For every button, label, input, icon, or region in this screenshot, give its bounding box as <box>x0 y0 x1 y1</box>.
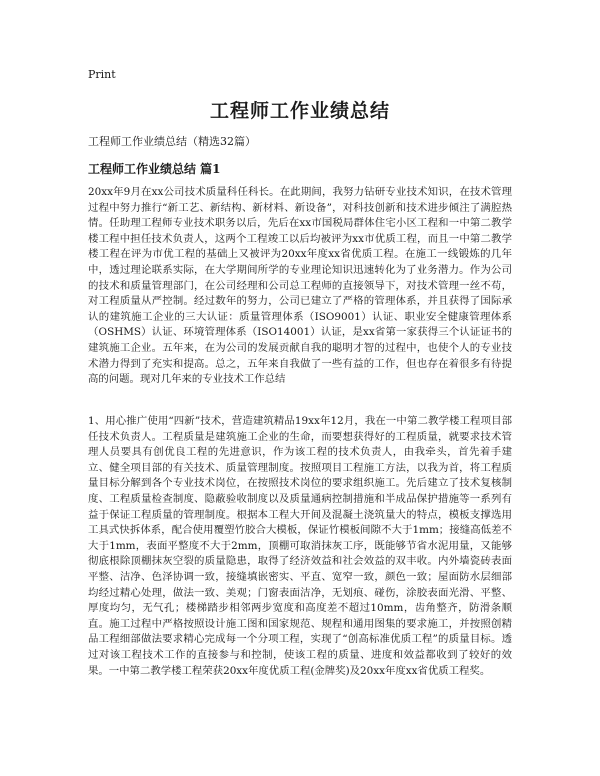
document-title: 工程师工作业绩总结 <box>209 100 390 122</box>
body-paragraph-1: 20xx年9月在xx公司技术质量科任科长。在此期间，我努力钻研专业技术知识，在技术管理过程中努力推行“新工艺、新结构、新材料、新设备”，对科技创新和技术进步倾注了满腔热情。任助理工程师专业技术职务以后，先后在xx市国税局群体住宅小区工程和一中第二教学楼工程中担任技术负责人，这两个工程竣工以后均被评为xx市优质工程，而且一中第二教学楼工程在评为市优工程的基础上又被评为20xx年度xx省优质工程。在施工一线锻炼的几年中，透过理论联系实际，在大学期间所学的专业理论知识迅速转化为了业务潜力。作为公司的技术和质量管理部门，在公司经理和公司总工程师的直接领导下，对技术管理一丝不苟，对工程质量从严控制。经过数年的努力，公司已建立了严格的管理体系，并且获得了国际承认的建筑施工企业的三大认证：质量管理体系（ISO9001）认证、职业安全健康管理体系（OSHMS）认证、环境管理体系（ISO14001）认证，是xx省第一家获得三个认证证书的建筑施工企业。五年来，在为公司的发展贡献自我的聪明才智的过程中，也使个人的专业技术潜力得到了充实和提高。总之，五年来自我做了一些有益的工作，但也存在着很多有待提高的问题。现对几年来的专业技术工作总结 <box>88 186 512 386</box>
section-heading: 工程师工作业绩总结 篇1 <box>88 162 221 176</box>
document-subtitle: 工程师工作业绩总结（精选32篇） <box>88 135 256 148</box>
print-label: Print <box>88 68 116 81</box>
body-paragraph-2: 1、用心推广使用“四新”技术，营造建筑精品19xx年12月，我在一中第二教学楼工程项目部任技术负责人。工程质量是建筑施工企业的生命，而要想获得好的工程质量，就要求技术管理人员要具有创优良工程的先进意识，作为该工程的技术负责人，由我牵头，首先着手建立、健全项目部的有关技术、质量管理制度。按照项目工程施工方法，以我为首，将工程质量目标分解到各个专业技术岗位，在按照技术岗位的要求组织施工。先后建立了技术复核制度、工程质量检查制度、隐蔽验收制度以及质量通病控制措施和半成品保护措施等一系列有益于保证工程质量的管理制度。根据本工程大开间及混凝土浇筑量大的特点，模板支撑选用工具式快拆体系，配合使用覆塑竹胶合大模板，保证竹模板间隙不大于1mm；接缝高低差不大于1mm，表面平整度不大于2mm，顶棚可取消抹灰工序，既能够节省水泥用量，又能够彻底根除顶棚抹灰空裂的质量隐患，取得了经济效益和社会效益的双丰收。内外墙瓷砖表面平整、洁净、色泽协调一致，接缝填嵌密实、平直、宽窄一致，颜色一致；屋面防水层细部均经过精心处理，做法一致、美观；门窗表面洁净，无划痕、碰伤，涂胶表面光滑、平整、厚度均匀，无气孔；楼梯踏步相邻两步宽度和高度差不超过10mm，齿角整齐，防滑条顺直。施工过程中严格按照设计施工图和国家规范、规程和通用图集的要求施工，并按照创精品工程细部做法要求精心完成每一个分项工程，实现了“创高标准优质工程”的质量目标。透过对该工程技术工作的直接参与和控制，使该工程的质量、进度和效益都收到了较好的效果。一中第二教学楼工程荣获20xx年度优质工程(金牌奖)及20xx年度xx省优质工程奖。 <box>88 415 512 677</box>
